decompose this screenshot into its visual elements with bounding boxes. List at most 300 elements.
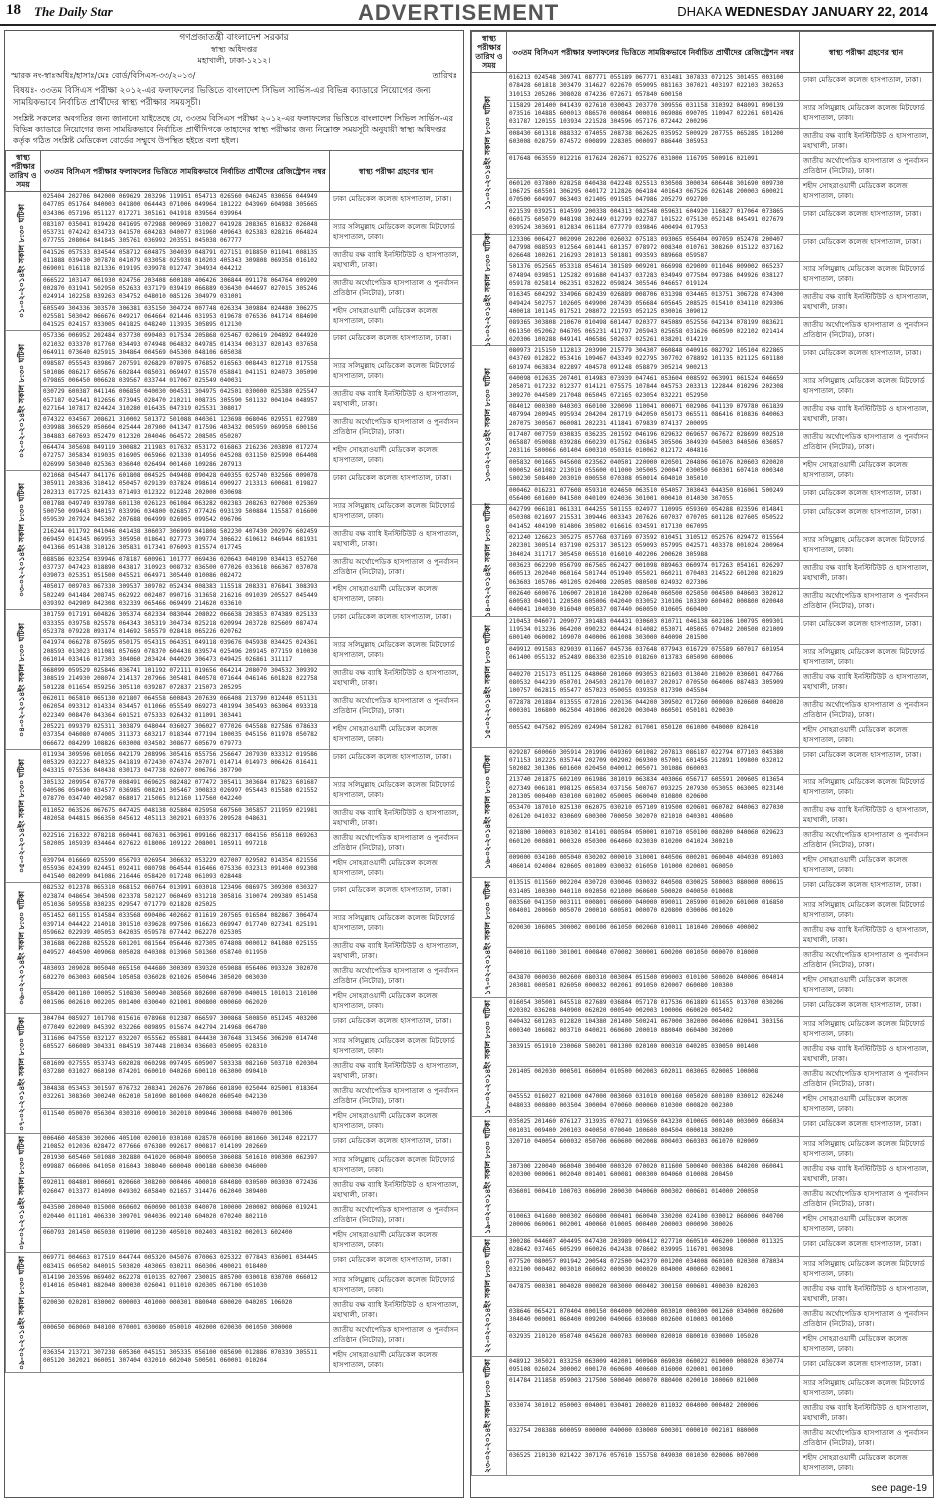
registration-numbers: 011934 309596 601056 042179 208996 305416 055756 256647 207930 033312 019586 005329 032227 040325 041819 072430 074374 207071 014714 014973 006426 016411 043315 075536 040438 030173 047738 026077 006766 307790 <box>41 749 330 777</box>
table-row <box>6 1014 463 1034</box>
exam-venue: ঢাকা মেডিকেল কলেজ হাসপাতাল, ঢাকা। <box>800 1117 933 1137</box>
exam-venue: জাতীয় অর্থোপেডিক হাসপাতাল ও পুনর্বাসন প্রতিষ্ঠান (নিটোর), ঢাকা। <box>330 554 463 582</box>
table-row <box>472 697 933 722</box>
exam-venue: ঢাকা মেডিকেল কলেজ হাসপাতাল, ঢাকা। <box>330 610 463 638</box>
exam-venue: জাতীয় বক্ষ ব্যাধি ইনস্টিটিউট ও হাসপাতাল, মহাখালী, ঢাকা। <box>800 669 933 697</box>
registration-numbers: 074322 034567 208621 310002 501372 501088 040361 123698 068046 029551 027989 039988 306529 050604 025444 207900 041347 017596 403432 005959 069950 600156 304883 607693 052479 012320 204046 064572 208505 050207 <box>41 415 330 443</box>
registration-numbers: 072878 201884 013555 072016 220136 044200 309502 017260 000080 020600 040020 000301 106800 062504 401006 002020 003040 060501 050101 020030 <box>507 697 800 722</box>
registration-numbers: 017407 007759 030835 036235 201592 046196 029632 069657 067672 028699 002510 065887 050088 039286 060239 017562 036845 305506 304939 045003 040506 036057 203116 500066 601404 600310 050316 010062 012172 404816 <box>507 429 800 457</box>
exam-venue: জাতীয় বক্ষ ব্যাধি ইনস্টিটিউট ও হাসপাতাল, মহাখালী, ঢাকা। <box>330 666 463 694</box>
registration-numbers: 045552 016027 021000 047000 003060 031010 000160 005020 600100 030012 026240 048033 000800 003504 300004 070060 000060 010300 000820 002300 <box>507 1092 800 1117</box>
header-date-time: স্বাস্থ্য পরীক্ষার তারিখ ও সময় <box>6 151 41 192</box>
exam-date-time: ১৫-০২-২০১৪ইং সকাল ৮:৩০ ঘটিকা <box>483 624 492 739</box>
exam-venue: জাতীয় বক্ষ ব্যাধি ইনস্টিটিউট ও হাসপাতাল, মহাখালী, ঢাকা। <box>330 247 463 275</box>
table-row <box>472 878 933 898</box>
dateline <box>677 4 928 19</box>
registration-numbers: 040098 012635 207401 014983 073939 047461 053604 008592 063991 061524 046659 205071 017232 012377 014121 075575 107844 045753 203313 122844 010296 202308 309270 044509 217048 065045 072165 023054 032221 052950 <box>507 374 800 402</box>
section-title: ADVERTISEMENT <box>358 0 560 25</box>
registration-numbers: 303915 051910 230060 500201 001300 020100 000310 040205 030050 001400 <box>507 1042 800 1067</box>
table-row <box>6 1108 463 1133</box>
table-row <box>472 1187 933 1212</box>
registration-numbers: 064474 305698 049119 300882 211983 017632 053172 016863 216236 203890 017274 072757 305834 019035 016905 065966 021330 014956 045208 031150 025990 064408 026999 503040 025363 036040 026494 001460 109286 207913 <box>41 443 330 471</box>
registration-numbers: 020030 020201 030002 000003 401000 000301 080040 600020 040205 106020 <box>41 1298 330 1323</box>
table-row <box>472 722 933 747</box>
table-row <box>6 939 463 964</box>
registration-numbers: 311606 047550 032127 032207 055562 055881 044430 307648 313456 306290 014740 605527 606089 304331 084519 307448 210034 036603 050095 028310 <box>41 1033 330 1058</box>
exam-venue: জাতীয় অর্থোপেডিক হাসপাতাল ও পুনর্বাসন প্রতিষ্ঠান (নিটোর), ঢাকা। <box>800 1067 933 1092</box>
exam-venue: ঢাকা মেডিকেল কলেজ হাসপাতাল, ঢাকা। <box>800 485 933 505</box>
registration-numbers: 048912 305021 033250 063009 402001 000960 069030 060022 010000 008020 030774 095108 026024 300002 000170 060600 400600 016000 020001 001000 <box>507 1356 800 1376</box>
exam-date-time: ১৪-০২-২০১৪ইং সকাল ৮:৩০ ঘটিকা <box>483 503 492 618</box>
table-row <box>6 777 463 805</box>
table-row <box>6 1203 463 1228</box>
exam-venue: জাতীয় অর্থোপেডিক হাসপাতাল ও পুনর্বাসন প্রতিষ্ঠান (নিটোর), ঢাকা। <box>800 588 933 616</box>
registration-numbers: 003560 041350 003111 000801 006000 040000 090011 205900 010020 601000 016850 004001 200060 005070 200010 600501 000070 020800 030006 001020 <box>507 897 800 922</box>
exam-venue: জাতীয় অর্থোপেডিক হাসপাতাল ও পুনর্বাসন প্রতিষ্ঠান (নিটোর), ঢাকা। <box>800 1306 933 1331</box>
date-time-cell <box>472 73 507 235</box>
header-venue: স্বাস্থ্য পরীক্ষা গ্রহণের স্থান <box>330 151 463 192</box>
exam-venue: জাতীয় বক্ষ ব্যাধি ইনস্টিটিউট ও হাসপাতাল, মহাখালী, ঢাকা। <box>800 290 933 318</box>
exam-venue: জাতীয় অর্থোপেডিক হাসপাতাল ও পুনর্বাসন প্রতিষ্ঠান (নিটোর), ঢাকা। <box>330 1203 463 1228</box>
notice-subject: বিষয়ঃ- ৩৩তম বিসিএস পরীক্ষা ২০১২-এর ফলাফলের ভিত্তিতে বাংলাদেশ সিভিল সার্ভিস-এর বিভিন্ন ক্যাডারে নিয়োগের জন্য সাময়িকভাবে নির্বাচিত প্রার্থীদের স্বাস্থ্য পরীক্ষার সময়সূচী। <box>13 86 431 108</box>
registration-numbers: 008430 601318 088332 074055 208738 062625 035952 500929 207755 065285 101200 603008 028759 074572 000899 228305 000097 086440 305953 <box>507 128 800 153</box>
table-row <box>472 1401 933 1426</box>
exam-venue: জাতীয় অর্থোপেডিক হাসপাতাল ও পুনর্বাসন প্রতিষ্ঠান (নিটোর), ঢাকা। <box>800 1426 933 1451</box>
table-row <box>6 855 463 883</box>
table-row <box>6 1323 463 1348</box>
schedule-table-right <box>471 31 933 1476</box>
table-row <box>6 359 463 387</box>
exam-venue: জাতীয় বক্ষ ব্যাধি ইনস্টিটিউট ও হাসপাতাল, মহাখালী, ঢাকা। <box>330 939 463 964</box>
registration-numbers: 006460 405830 302006 405100 020010 030100 028570 060100 801060 301240 022177 210852 012036 028472 077666 076380 092617 000817 014109 202669 <box>41 1133 330 1153</box>
exam-venue: জাতীয় অর্থোপেডিক হাসপাতাল ও পুনর্বাসন প্রতিষ্ঠান (নিটোর), ঢাকা। <box>330 1083 463 1108</box>
table-row <box>6 1083 463 1108</box>
exam-venue: স্যার সলিমুল্লাহ মেডিকেল কলেজ মিটফোর্ড হাসপাতাল, ঢাকা। <box>330 911 463 939</box>
table-row <box>6 1133 463 1153</box>
table-row <box>6 415 463 443</box>
registration-numbers: 301759 017191 604826 305374 602334 083044 208022 066638 203853 074389 025133 033355 039758 025578 064343 305319 304734 025218 020994 203728 025609 087474 052378 079228 093174 014692 505579 028418 065226 020762 <box>41 610 330 638</box>
registration-numbers: 030729 600387 041146 006850 040030 004531 304975 042501 030000 025380 025547 057187 025441 012656 073945 028470 210211 008735 305590 501132 004104 048957 027164 107817 024424 310280 016435 047319 025531 308017 <box>41 387 330 415</box>
table-row <box>6 387 463 415</box>
date-time-cell <box>472 747 507 878</box>
registration-numbers: 058420 001100 100052 510830 500940 308560 802600 607090 040015 101013 210100 001506 002610 002205 001400 030040 021001 000800 000060 062020 <box>41 989 330 1014</box>
table-row <box>6 582 463 610</box>
exam-venue: শহীদ সোহরাওয়ার্দী মেডিকেল কলেজ হাসপাতাল, ঢাকা। <box>330 1348 463 1373</box>
table-row <box>472 1376 933 1401</box>
registration-numbers: 032754 208388 600059 000000 040000 030000 600301 000010 002101 080000 <box>507 1426 800 1451</box>
registration-numbers: 047875 000301 004020 000020 003000 000402 300150 000601 400030 020203 <box>507 1281 800 1306</box>
exam-venue: জাতীয় বক্ষ ব্যাধি ইনস্টিটিউট ও হাসপাতাল, মহাখালী, ঢাকা। <box>330 526 463 554</box>
table-row <box>472 1237 933 1257</box>
memo-number: স্মারক নং-স্বাঃঅধিঃ/হাসাঃ/মেঃ বোর্ড/বিসিএস-৩৩/২০১৩/ <box>11 71 196 80</box>
registration-numbers: 205221 099379 025311 303879 048044 036027 306027 077026 045588 027586 078633 037354 046080 074005 311373 603217 018344 077194 100035 045156 011978 050782 066672 084299 108826 603008 034502 308677 605679 079773 <box>41 721 330 749</box>
registration-numbers: 405017 009703 067330 309537 309702 052434 008383 115518 208331 076841 308393 502249 041484 208745 062922 002407 090716 313658 216216 091039 205527 045449 039392 042909 042308 032339 065466 069499 214620 033610 <box>41 582 330 610</box>
registration-numbers: 013515 011560 002204 030720 030046 030032 040508 030025 500003 080000 000615 031405 100300 040110 002050 021000 060600 500020 040050 010008 <box>507 878 800 898</box>
registration-numbers: 066522 103147 061930 024756 203408 600180 406426 306844 091178 064764 009209 002870 031941 502950 052633 037179 039419 066889 036430 044697 027015 305246 024914 102258 039263 034752 048010 085126 304979 031001 <box>41 275 330 303</box>
table-row <box>6 331 463 359</box>
registration-numbers: 040432 601203 012820 104380 201400 500241 067000 302000 004006 020041 303156 000340 106082 003710 040021 060600 200010 080040 060400 302000 <box>507 1017 800 1042</box>
exam-venue: জাতীয় বক্ষ ব্যাধি ইনস্টিটিউট ও হাসপাতাল, মহাখালী, ঢাকা। <box>330 805 463 830</box>
registration-numbers: 084012 000300 040303 060100 320090 110041 000071 002906 041139 079780 061839 407994 200945 095934 204204 201719 042050 050173 065511 086416 010836 040063 207075 300567 060081 202231 411841 079839 074137 200095 <box>507 401 800 429</box>
table-row <box>472 1451 933 1476</box>
exam-venue: শহীদ সোহরাওয়ার্দী মেডিকেল কলেজ হাসপাতাল, ঢাকা। <box>800 1331 933 1356</box>
registration-numbers: 011052 063526 067675 047425 048138 025804 025958 607560 305857 211959 021981 402058 044815 066350 045612 405113 302921 603376 209528 048631 <box>41 805 330 830</box>
exam-venue: শহীদ সোহরাওয়ার্দী মেডিকেল কলেজ হাসপাতাল, ঢাকা। <box>330 855 463 883</box>
table-row <box>6 1153 463 1178</box>
table-row <box>6 1253 463 1273</box>
registration-numbers: 021068 045447 041176 601808 004525 049408 090428 040355 025740 032566 009078 305911 203836 310412 050457 029139 037824 098614 090927 213313 600681 019827 202313 017725 021433 071493 012322 012248 202000 030698 <box>41 470 330 498</box>
registration-numbers: 089365 303808 210670 010498 601447 020377 045089 052556 042134 078199 083621 061350 052062 046705 065231 411797 205943 025658 031626 060590 022102 021414 020306 100288 049141 406586 502637 025261 038201 014219 <box>507 318 800 346</box>
table-row <box>472 206 933 234</box>
table-row <box>6 749 463 777</box>
exam-venue: স্যার সলিমুল্লাহ মেডিকেল কলেজ মিটফোর্ড হাসপাতাল, ঢাকা। <box>800 897 933 922</box>
table-row <box>472 1281 933 1306</box>
exam-venue: স্যার সলিমুল্লাহ মেডিকেল কলেজ মিটফোর্ড হাসপাতাল, ঢাকা। <box>330 777 463 805</box>
right-column <box>470 30 934 1498</box>
exam-venue: ঢাকা মেডিকেল কলেজ হাসপাতাল, ঢাকা। <box>800 505 933 533</box>
table-row <box>6 498 463 526</box>
exam-venue: স্যার সলিমুল্লাহ মেডিকেল কলেজ মিটফোর্ড হাসপাতাল, ঢাকা। <box>330 1033 463 1058</box>
exam-venue: জাতীয় বক্ষ ব্যাধি ইনস্টিটিউট ও হাসপাতাল, মহাখালী, ঢাকা। <box>800 1281 933 1306</box>
exam-date-time: ০৮-০২-২০১৪ইং সকাল ৮:৩০ ঘটিকা <box>17 1136 26 1251</box>
exam-venue: শহীদ সোহরাওয়ার্দী মেডিকেল কলেজ হাসপাতাল, ঢাকা। <box>800 1212 933 1237</box>
registration-numbers: 039794 016669 025599 056793 026954 306632 053229 027007 029502 014354 021556 055936 024399 024451 092411 080798 064544 016466 075336 032313 091400 092308 041540 082099 041086 216446 058420 017248 061093 028448 <box>41 855 330 883</box>
exam-venue: স্যার সলিমুল্লাহ মেডিকেল কলেজ মিটফোর্ড হাসপাতাল, ঢাকা। <box>330 1153 463 1178</box>
exam-venue: জাতীয় অর্থোপেডিক হাসপাতাল ও পুনর্বাসন প্রতিষ্ঠান (নিটোর), ঢাকা। <box>330 830 463 855</box>
exam-date-time: ০১-০২-২০১৪ইং সকাল ৮:৩০ ঘটিকা <box>17 204 26 319</box>
registration-numbers: 501376 052565 053318 054614 301589 009201 066998 029009 011046 009002 065237 074894 039851 125282 091680 041437 037283 034949 077504 097386 049926 038127 059178 025814 062351 032022 059824 305546 046657 019124 <box>507 262 800 290</box>
date-time-cell <box>6 470 41 609</box>
table-row <box>472 775 933 803</box>
table-row <box>6 526 463 554</box>
registration-numbers: 060120 037800 028258 040438 042248 025513 030508 300034 606448 301690 009730 106725 605501 306295 040172 212826 064184 401643 067526 026148 200003 600021 070500 604997 063403 021405 091585 047986 205279 092780 <box>507 178 800 206</box>
registration-numbers: 000650 060060 040100 070001 030080 050010 402000 020030 001050 300000 <box>41 1323 330 1348</box>
exam-venue: জাতীয় অর্থোপেডিক হাসপাতাল ও পুনর্বাসন প্রতিষ্ঠান (নিটোর), ঢাকা। <box>330 275 463 303</box>
exam-venue: ঢাকা মেডিকেল কলেজ হাসপাতাল, ঢাকা। <box>800 206 933 234</box>
exam-venue: জাতীয় অর্থোপেডিক হাসপাতাল ও পুনর্বাসন প্রতিষ্ঠান (নিটোর), ঢাকা। <box>800 828 933 853</box>
registration-numbers: 210453 046071 209077 301483 044431 030603 010711 046138 602106 100795 009301 119534 013236 064200 090232 004424 014082 053071 405065 079402 200500 021009 600140 060002 109070 040006 061008 303000 040090 201500 <box>507 616 800 644</box>
registration-numbers: 002640 600076 106007 201010 104200 020640 060500 025050 004500 040603 302012 600503 040011 220500 605006 042040 033052 310106 103309 600402 000800 020040 040041 104030 016040 005037 087440 060050 010605 060400 <box>507 588 800 616</box>
table-row <box>472 1017 933 1042</box>
left-column <box>4 30 464 1498</box>
exam-venue: জাতীয় অর্থোপেডিক হাসপাতাল ও পুনর্বাসন প্রতিষ্ঠান (নিটোর), ঢাকা। <box>330 694 463 722</box>
registration-numbers: 601609 027555 053743 602028 060298 097495 605907 503338 082160 503710 020304 037280 031027 060190 074201 060010 040260 600110 063000 090410 <box>41 1058 330 1083</box>
registration-numbers: 069771 004663 017519 044744 005320 045076 070063 025322 077843 036001 034445 083415 060502 040015 503020 403065 030211 060306 400021 018400 <box>41 1253 330 1273</box>
table-row <box>472 457 933 485</box>
table-row <box>6 303 463 331</box>
exam-venue: স্যার সলিমুল্লাহ মেডিকেল কলেজ মিটফোর্ড হাসপাতাল, ঢাকা। <box>800 1017 933 1042</box>
table-row <box>472 1137 933 1162</box>
masthead: The Daily Star <box>34 4 113 19</box>
registration-numbers: 088586 023254 039946 078187 600961 101777 069436 020643 040190 034413 052760 037737 047423 018890 043817 310923 008732 036500 077026 033618 066367 037078 039073 025351 051500 045521 064971 305440 010086 082472 <box>41 554 330 582</box>
exam-venue: স্যার সলিমুল্লাহ মেডিকেল কলেজ মিটফোর্ড হাসপাতাল, ঢাকা। <box>330 638 463 666</box>
exam-venue: জাতীয় অর্থোপেডিক হাসপাতাল ও পুনর্বাসন প্রতিষ্ঠান (নিটোর), ঢাকা। <box>330 415 463 443</box>
table-row <box>472 1067 933 1092</box>
department-address: মহাখালী, ঢাকা-১২১২। <box>197 56 271 65</box>
issue-date: WEDNESDAY JANUARY 22, 2014 <box>724 4 928 19</box>
header-registration-numbers: ৩৩তম বিসিএস পরীক্ষার ফলাফলের ভিত্তিতে সাময়িকভাবে নির্বাচিত প্রার্থীদের রেজিস্ট্রেশন নম্বর <box>507 32 800 73</box>
registration-numbers: 043500 200040 015000 060602 060090 001030 040070 100000 200002 008060 019241 020440 011101 406330 309701 904036 092140 604020 070240 802110 <box>41 1203 330 1228</box>
exam-venue: স্যার সলিমুল্লাহ মেডিকেল কলেজ মিটফোর্ড হাসপাতাল, ঢাকা। <box>800 533 933 561</box>
exam-venue: জাতীয় বক্ষ ব্যাধি ইনস্টিটিউট ও হাসপাতাল, মহাখালী, ঢাকা। <box>800 922 933 947</box>
registration-numbers: 305132 209954 076770 008491 069625 082482 077472 305411 303684 017823 601687 040506 050490 034577 036985 008201 305467 300833 026997 055443 015580 021552 078770 034740 402987 068017 215065 012160 117560 042240 <box>41 777 330 805</box>
registration-numbers: 201405 002030 000501 060004 010500 002003 602011 003065 020005 100008 <box>507 1067 800 1092</box>
exam-venue: স্যার সলিমুল্লাহ মেডিকেল কলেজ মিটফোর্ড হাসপাতাল, ঢাকা। <box>330 359 463 387</box>
table-row <box>6 911 463 939</box>
exam-venue: স্যার সলিমুল্লাহ মেডিকেল কলেজ মিটফোর্ড হাসপাতাল, ঢাকা। <box>800 1137 933 1162</box>
registration-numbers: 009000 034100 005040 030202 000010 310001 040506 000201 060040 404030 091003 406014 024004 020605 001009 030032 016050 101000 020001 060050 <box>507 853 800 878</box>
registration-numbers: 036525 210130 021422 307176 057610 155758 049030 001030 020006 007000 <box>507 1451 800 1476</box>
date-time-cell <box>472 346 507 505</box>
exam-venue: স্যার সলিমুল্লাহ মেডিকেল কলেজ মিটফোর্ড হাসপাতাল, ঢাকা। <box>330 219 463 247</box>
exam-venue: ঢাকা মেডিকেল কলেজ হাসপাতাল, ঢাকা। <box>800 1356 933 1376</box>
exam-date-time: ০৩-০২-২০১৪ইং সকাল ৮:৩০ ঘটিকা <box>17 483 26 598</box>
registration-numbers: 115829 201400 041439 027610 030043 203770 309556 031158 310392 048091 090139 073516 104885 600013 086570 000864 000016 069086 090705 110947 022261 601426 031787 120155 103934 221528 304596 057176 072442 200296 <box>507 100 800 128</box>
exam-venue: জাতীয় বক্ষ ব্যাধি ইনস্টিটিউট ও হাসপাতাল, মহাখালী, ঢাকা। <box>330 1178 463 1203</box>
date-time-cell <box>6 1253 41 1373</box>
department-name: স্বাস্থ্য অধিদপ্তর <box>210 45 258 54</box>
exam-venue: জাতীয় বক্ষ ব্যাধি ইনস্টিটিউট ও হাসপাতাল, মহাখালী, ঢাকা। <box>800 401 933 429</box>
page-header <box>0 0 936 26</box>
table-row <box>472 1331 933 1356</box>
exam-date-time: ২৩-০২-২০১৪ইং সকাল ৮:৩০ ঘটিকা <box>483 1359 492 1473</box>
exam-venue: জাতীয় অর্থোপেডিক হাসপাতাল ও পুনর্বাসন প্রতিষ্ঠান (নিটোর), ঢাকা। <box>800 429 933 457</box>
registration-numbers: 062011 065810 065130 021807 064558 600843 207639 066408 213790 012440 051131 062054 093312 014334 034457 011066 055549 069273 401994 305493 063064 093318 022349 008470 043364 601521 075333 026432 011091 303441 <box>41 694 330 722</box>
exam-venue: ঢাকা মেডিকেল কলেজ হাসপাতাল, ঢাকা। <box>800 747 933 775</box>
date-time-cell <box>6 1133 41 1253</box>
table-row <box>472 922 933 947</box>
registration-numbers: 201930 605460 501080 302880 041020 060040 800050 306088 501610 090300 062397 099887 066006 041050 016043 308040 600040 000180 600030 046000 <box>41 1153 330 1178</box>
registration-numbers: 098587 055543 039867 207591 026829 078975 076852 016563 008443 012710 017558 501086 086217 605676 602844 085031 069497 015570 058841 041151 024073 305090 079865 006450 006628 039567 033744 017067 025549 040031 <box>41 359 330 387</box>
exam-venue: জাতীয় অর্থোপেডিক হাসপাতাল ও পুনর্বাসন প্রতিষ্ঠান (নিটোর), ঢাকা। <box>330 964 463 989</box>
date-time-cell <box>6 883 41 1014</box>
exam-venue: জাতীয় অর্থোপেডিক হাসপাতাল ও পুনর্বাসন প্রতিষ্ঠান (নিটোর), ঢাকা। <box>800 153 933 178</box>
table-row <box>6 443 463 471</box>
registration-numbers: 068099 059529 025846 036741 101192 072111 019656 064214 208070 304532 309392 308519 214930 208074 214137 207966 305481 040578 071644 046146 601828 022758 501228 011654 059256 305110 039287 072837 215073 205295 <box>41 666 330 694</box>
table-row <box>472 533 933 561</box>
table-row <box>472 588 933 616</box>
exam-venue: জাতীয় বক্ষ ব্যাধি ইনস্টিটিউট ও হাসপাতাল, মহাখালী, ঢাকা। <box>800 1401 933 1426</box>
registration-numbers: 011540 050070 056304 030310 090010 302010 009046 300008 040070 001306 <box>41 1108 330 1133</box>
exam-date-time: ১৯-০২-২০১৪ইং সকাল ৮:৩০ ঘটিকা <box>483 1119 492 1234</box>
table-row <box>472 153 933 178</box>
registration-numbers: 092011 084801 000601 020660 308200 000406 400010 604080 030500 003030 072436 026047 013377 014090 049302 605840 021657 314476 062040 309400 <box>41 1178 330 1203</box>
registration-numbers: 213740 201875 602109 061986 301019 063834 403066 056717 605591 209605 013654 027349 006181 098125 065034 037156 500767 093225 207930 053055 063005 023140 201305 000400 030100 601002 050005 060040 010800 020600 <box>507 775 800 803</box>
registration-numbers: 040270 215173 051125 048060 201060 093053 021603 013040 210020 030601 047766 080532 044239 050701 204503 202170 001037 202017 070550 064006 087483 305909 100757 062815 055477 057023 050055 039350 017390 045504 <box>507 669 800 697</box>
exam-venue: জাতীয় বক্ষ ব্যাধি ইনস্টিটিউট ও হাসপাতাল, মহাখালী, ঢাকা। <box>800 803 933 828</box>
table-row <box>6 805 463 830</box>
date-time-cell <box>472 878 507 998</box>
table-row <box>472 429 933 457</box>
exam-venue: ঢাকা মেডিকেল কলেজ হাসপাতাল, ঢাকা। <box>330 1133 463 1153</box>
exam-venue: জাতীয় অর্থোপেডিক হাসপাতাল ও পুনর্বাসন প্রতিষ্ঠান (নিটোর), ঢাকা। <box>800 1187 933 1212</box>
date-time-cell <box>6 749 41 883</box>
table-row <box>472 178 933 206</box>
registration-numbers: 123306 006427 002090 202200 026032 075183 093065 056404 097059 052478 200407 047998 088593 012564 601441 601357 078972 008340 010761 308260 015122 037162 026648 100261 216293 201013 501881 093593 089668 059587 <box>507 234 800 262</box>
page-number: 18 <box>6 2 21 18</box>
see-page-note: see page-19 <box>871 1483 927 1494</box>
registration-numbers: 304838 053453 301597 076732 208341 202676 207866 601890 025044 025001 018364 032261 308360 300240 062010 501090 801000 040020 060540 042130 <box>41 1083 330 1108</box>
exam-venue: শহীদ সোহরাওয়ার্দী মেডিকেল কলেজ হাসপাতাল, ঢাকা। <box>800 178 933 206</box>
registration-numbers: 021800 100003 010302 014101 080504 050001 010710 050100 080200 040060 029623 060120 000801 000320 050300 064060 023030 010200 041024 300210 <box>507 828 800 853</box>
exam-venue: ঢাকা মেডিকেল কলেজ হাসপাতাল, ঢাকা। <box>330 470 463 498</box>
table-row <box>6 1298 463 1323</box>
registration-numbers: 029287 600060 305914 201996 049369 601082 207813 086187 022794 077103 045380 071153 102225 035744 202709 002902 069300 057001 601456 212891 109800 032012 502082 301306 601600 020450 040012 005071 301086 060003 <box>507 747 800 775</box>
table-row <box>472 100 933 128</box>
table-row <box>6 1228 463 1253</box>
table-row <box>472 505 933 533</box>
exam-venue: জাতীয় বক্ষ ব্যাধি ইনস্টিটিউট ও হাসপাতাল, মহাখালী, ঢাকা। <box>800 128 933 153</box>
registration-numbers: 038646 065421 070404 000150 004000 002000 003010 000300 001260 034000 002600 304040 000001 060400 009200 040066 030080 002600 010003 001000 <box>507 1306 800 1331</box>
exam-date-time: ০৭-০২-২০১৪ইং সকাল ৮:৩০ ঘটিকা <box>17 1016 26 1131</box>
exam-venue: ঢাকা মেডিকেল কলেজ হাসপাতাল, ঢাকা। <box>330 1014 463 1034</box>
exam-venue: ঢাকা মেডিকেল কলেজ হাসপাতাল, ঢাকা। <box>330 883 463 911</box>
table-row <box>6 219 463 247</box>
registration-numbers: 307300 220040 060040 300400 000320 070020 011600 500040 000306 040200 060041 020300 000061 002040 001401 600081 000300 004060 010008 200450 <box>507 1162 800 1187</box>
table-row <box>6 721 463 749</box>
exam-venue: ঢাকা মেডিকেল কলেজ হাসপাতাল, ঢাকা। <box>800 616 933 644</box>
table-row <box>6 1273 463 1298</box>
exam-venue: শহীদ সোহরাওয়ার্দী মেডিকেল কলেজ হাসপাতাল, ঢাকা। <box>800 1092 933 1117</box>
exam-venue: স্যার সলিমুল্লাহ মেডিকেল কলেজ মিটফোর্ড হাসপাতাল, ঢাকা। <box>800 775 933 803</box>
government-name: গণপ্রজাতন্ত্রী বাংলাদেশ সরকার <box>179 33 289 43</box>
table-row <box>472 1212 933 1237</box>
exam-date-time: ১২-০২-২০১৪ইং সকাল ৮:৩০ ঘটিকা <box>483 232 492 347</box>
table-row <box>472 1426 933 1451</box>
table-row <box>472 803 933 828</box>
table-row <box>472 997 933 1017</box>
registration-numbers: 043870 000030 002600 080310 003004 051500 090003 010100 500020 040006 004014 203081 000501 026050 000032 002061 091050 020007 060080 100300 <box>507 972 800 997</box>
registration-numbers: 017648 063559 012216 017624 202671 025276 031000 116795 500916 021091 <box>507 153 800 178</box>
exam-venue: শহীদ সোহরাওয়ার্দী মেডিকেল কলেজ হাসপাতাল, ঢাকা। <box>800 457 933 485</box>
registration-numbers: 051452 601155 014584 033568 090406 402662 011619 207565 016504 082867 306474 039714 044422 214018 301510 039628 097506 016623 069947 017740 027341 025191 059662 022939 405053 042035 059578 077442 062270 025305 <box>41 911 330 939</box>
exam-venue: স্যার সলিমুল্লাহ মেডিকেল কলেজ মিটফোর্ড হাসপাতাল, ঢাকা। <box>800 644 933 669</box>
exam-venue: ঢাকা মেডিকেল কলেজ হাসপাতাল, ঢাকা। <box>330 1253 463 1273</box>
exam-date-time: ০৪-০২-২০১৪ইং সকাল ৮:৩০ ঘটিকা <box>17 622 26 737</box>
exam-venue: শহীদ সোহরাওয়ার্দী মেডিকেল কলেজ হাসপাতাল, ঢাকা। <box>800 853 933 878</box>
registration-numbers: 403093 209028 005040 065150 044680 300309 039320 059088 056406 093320 302070 602270 063003 608504 105058 036028 021026 050046 305020 003030 <box>41 964 330 989</box>
table-row <box>6 275 463 303</box>
registration-numbers: 036001 000410 100703 006090 200030 040060 000302 000601 014000 200050 <box>507 1187 800 1212</box>
registration-numbers: 049912 091583 029039 011667 045736 037648 077943 016729 075589 607017 601954 061400 055132 052489 086330 023510 018260 013783 605090 600006 <box>507 644 800 669</box>
schedule-table-left <box>5 150 463 1373</box>
exam-venue: ঢাকা মেডিকেল কলেজ হাসপাতাল, ঢাকা। <box>800 73 933 101</box>
registration-numbers: 016054 305001 045518 027689 036804 057178 017536 061889 611655 013700 030206 020302 036208 040900 062020 000540 002003 100006 060020 005402 <box>507 997 800 1017</box>
table-row <box>6 964 463 989</box>
registration-numbers: 053470 187010 025130 062075 030210 057109 019500 020601 060702 040063 027030 026120 041032 030609 600300 700050 302070 021010 040301 400600 <box>507 803 800 828</box>
exam-venue: শহীদ সোহরাওয়ার্দী মেডিকেল কলেজ হাসপাতাল, ঢাকা। <box>330 721 463 749</box>
registration-numbers: 082532 012378 065310 068152 060764 013991 603018 123496 086975 309300 030327 023874 048654 304598 023378 502127 060469 031218 305816 310074 209389 051458 051036 509558 030235 029547 071779 021828 025025 <box>41 883 330 911</box>
exam-venue: স্যার সলিমুল্লাহ মেডিকেল কলেজ মিটফোর্ড হাসপাতাল, ঢাকা। <box>800 1256 933 1281</box>
exam-date-time: ২২-০২-২০১৪ইং সকাল ৮:৩০ ঘটিকা <box>483 1239 492 1354</box>
registration-numbers: 300286 044607 404495 047430 203989 000412 027710 060510 406200 100000 011325 028642 037465 605299 060026 042438 078602 039995 116701 003098 <box>507 1237 800 1257</box>
registration-numbers: 042799 066181 061331 044255 501155 024977 110995 059369 054288 023596 014841 050308 021697 215531 309446 003343 207626 607037 070705 601128 027605 050522 041452 404190 014806 305002 016616 034591 017130 067095 <box>507 505 800 533</box>
table-row <box>6 470 463 498</box>
date-time-cell <box>472 616 507 747</box>
registration-numbers: 000462 016231 077608 059310 024650 063510 054057 303043 044350 016061 500249 056400 601600 041500 040109 024036 301001 000410 014030 307055 <box>507 485 800 505</box>
table-row <box>6 666 463 694</box>
table-row <box>6 247 463 275</box>
exam-venue: স্যার সলিমুল্লাহ মেডিকেল কলেজ মিটফোর্ড হাসপাতাল, ঢাকা। <box>800 262 933 290</box>
exam-venue: শহীদ সোহরাওয়ার্দী মেডিকেল কলেজ হাসপাতাল, ঢাকা। <box>800 1451 933 1476</box>
table-row <box>6 1033 463 1058</box>
table-row <box>472 828 933 853</box>
table-row <box>472 1256 933 1281</box>
exam-date-time: ১৩-০২-২০১৪ইং সকাল ৮:৩০ ঘটিকা <box>483 368 492 483</box>
notice-body: সংশ্লিষ্ট সকলের অবগতির জন্য জানানো যাইতেছে যে, ৩৩তম বিসিএস পরীক্ষা ২০১২-এর ফলাফলের ভিত্তিতে বাংলাদেশ সিভিল সার্ভিস-এর বিভিন্ন ক্যাডারে নিয়োগের জন্য সাময়িকভাবে নির্বাচিত প্রার্থীদিগকে তাহাদের স্বাস্থ্য পরীক্ষার জন্য নিম্নোক্ত সময়সূচী অনুযায়ী স্বাস্থ্য অধিদপ্তর কর্তৃক গঠিত সংশ্লিষ্ট মেডিকেল বোর্ডের সম্মুখে উপস্থিত হইতে বলা হইল। <box>13 114 454 145</box>
registration-numbers: 320710 040054 600032 050700 060600 002008 000403 060303 061070 020009 <box>507 1137 800 1162</box>
exam-venue: ঢাকা মেডিকেল কলেজ হাসপাতাল, ঢাকা। <box>800 234 933 262</box>
registration-numbers: 041974 066278 075695 050175 054315 064351 049118 039676 045938 034425 024361 208593 013023 011081 057669 078370 604438 039574 025496 209145 077159 010030 061014 033416 017303 304060 203424 044029 306473 049425 026861 311117 <box>41 638 330 666</box>
exam-venue: ঢাকা মেডিকেল কলেজ হাসপাতাল, ঢাকা। <box>800 997 933 1017</box>
registration-numbers: 016345 604292 334966 602439 026889 008706 031398 034465 013751 306728 074300 049424 502757 102605 049900 207439 056684 605645 208525 015410 034110 029306 400018 101145 017521 208072 221593 052125 030016 309012 <box>507 290 800 318</box>
table-row <box>472 947 933 972</box>
registration-numbers: 025404 202706 042000 069629 203296 119951 054713 026560 046245 030656 044949 047705 051764 040003 041800 064443 071006 049964 101222 043969 604988 305665 034306 057196 051127 017271 305161 041918 039564 039964 <box>41 192 330 220</box>
header-venue: স্বাস্থ্য পরীক্ষা গ্রহণের স্থান <box>800 32 933 73</box>
date-time-cell <box>472 234 507 346</box>
exam-date-time: ১৮-০২-২০১৪ইং সকাল ৮:৩০ ঘটিকা <box>483 1000 492 1115</box>
registration-numbers: 020030 106005 300002 000100 061050 002060 010011 101040 200060 400002 <box>507 922 800 947</box>
registration-numbers: 032935 210120 050740 045620 000703 000000 020010 080010 030000 105020 <box>507 1331 800 1356</box>
date-time-cell <box>6 331 41 470</box>
registration-numbers: 033074 301012 050003 004001 030401 200020 011032 004000 000402 200006 <box>507 1401 800 1426</box>
table-row <box>472 616 933 644</box>
table-row <box>6 1348 463 1373</box>
exam-date-time: ১১-০২-২০১৪ইং সকাল ৮:৩০ ঘটিকা <box>483 96 492 211</box>
exam-date-time: ০৯-০২-২০১৪ইং সকাল ৮:৩০ ঘটিকা <box>17 1255 26 1370</box>
table-row <box>472 1042 933 1067</box>
exam-venue: ঢাকা মেডিকেল কলেজ হাসপাতাল, ঢাকা। <box>330 192 463 220</box>
date-time-cell <box>472 1356 507 1476</box>
table-row <box>6 1058 463 1083</box>
exam-venue: জাতীয় অর্থোপেডিক হাসপাতাল ও পুনর্বাসন প্রতিষ্ঠান (নিটোর), ঢাকা। <box>330 1323 463 1348</box>
table-row <box>6 1178 463 1203</box>
table-row <box>472 485 933 505</box>
date-time-cell <box>6 192 41 331</box>
header-date-time: স্বাস্থ্য পরীক্ষার তারিখ ও সময় <box>472 32 507 73</box>
date-time-cell <box>6 610 41 749</box>
table-row <box>472 853 933 878</box>
exam-venue: শহীদ সোহরাওয়ার্দী মেডিকেল কলেজ হাসপাতাল, ঢাকা। <box>330 582 463 610</box>
registration-numbers: 077520 080057 091942 200548 072500 042379 001200 034008 060100 020300 078034 032100 000402 003010 060002 000030 000020 004000 400060 020001 <box>507 1256 800 1281</box>
exam-date-time: ০২-০২-২০১৪ইং সকাল ৮:৩০ ঘটিকা <box>17 343 26 458</box>
date-time-cell <box>472 997 507 1117</box>
registration-numbers: 216244 011792 041046 041438 306037 306999 041808 502230 407430 202976 602459 069459 014345 069953 305950 018641 027773 309774 306622 610612 046944 081931 041366 051438 310126 305831 017341 076093 015574 017745 <box>41 526 330 554</box>
registration-numbers: 057336 006952 202484 037730 090403 017534 205868 025467 020619 204892 044920 021032 033370 017760 034493 074948 064832 049785 014334 003137 020143 037658 064911 073640 025915 304864 004569 045300 048106 605038 <box>41 331 330 359</box>
exam-venue: জাতীয় অর্থোপেডিক হাসপাতাল ও পুনর্বাসন প্রতিষ্ঠান (নিটোর), ঢাকা। <box>800 947 933 972</box>
registration-numbers: 022516 216322 078218 060441 087631 063961 099166 082317 084156 056110 069263 502005 105939 034464 027622 018006 109122 208001 105911 097218 <box>41 830 330 855</box>
registration-numbers: 010063 041600 000302 060800 000401 060040 330200 024100 030012 060006 040700 200006 060061 002001 400060 010005 000400 200003 000090 300026 <box>507 1212 800 1237</box>
exam-venue: শহীদ সোহরাওয়ার্দী মেডিকেল কলেজ হাসপাতাল, ঢাকা। <box>800 722 933 747</box>
table-row <box>472 560 933 588</box>
notice-header <box>5 31 463 68</box>
table-row <box>472 669 933 697</box>
exam-venue: জাতীয় বক্ষ ব্যাধি ইনস্টিটিউট ও হাসপাতাল, মহাখালী, ঢাকা। <box>330 387 463 415</box>
registration-numbers: 301688 062208 025528 601201 081564 056446 027305 074808 000012 041080 025155 049527 404590 409068 005028 040308 013960 501360 058740 011950 <box>41 939 330 964</box>
table-row <box>472 73 933 101</box>
registration-numbers: 016213 024548 309741 087771 055189 067771 031481 307833 072125 301455 003100 078428 601818 303479 314627 022670 059095 081163 307021 403197 022103 302653 310153 205206 308028 074236 072671 057840 600150 <box>507 73 800 101</box>
exam-venue: স্যার সলিমুল্লাহ মেডিকেল কলেজ মিটফোর্ড হাসপাতাল, ঢাকা। <box>800 1376 933 1401</box>
exam-venue: জাতীয় বক্ষ ব্যাধি ইনস্টিটিউট ও হাসপাতাল, মহাখালী, ঢাকা। <box>800 1042 933 1067</box>
exam-venue: ঢাকা মেডিকেল কলেজ হাসপাতাল, ঢাকা। <box>330 749 463 777</box>
table-row <box>472 897 933 922</box>
exam-venue: স্যার সলিমুল্লাহ মেডিকেল কলেজ মিটফোর্ড হাসপাতাল, ঢাকা। <box>330 1273 463 1298</box>
registration-numbers: 005832 001665 045608 023562 040501 220000 020501 204806 061076 020603 020020 000052 601082 213010 055600 011000 305005 200047 030050 060301 607410 000340 500230 508400 203010 000550 070308 050014 604010 305010 <box>507 457 800 485</box>
table-row <box>6 192 463 220</box>
table-row <box>6 694 463 722</box>
date-time-cell <box>472 1117 507 1237</box>
table-row <box>472 1356 933 1376</box>
